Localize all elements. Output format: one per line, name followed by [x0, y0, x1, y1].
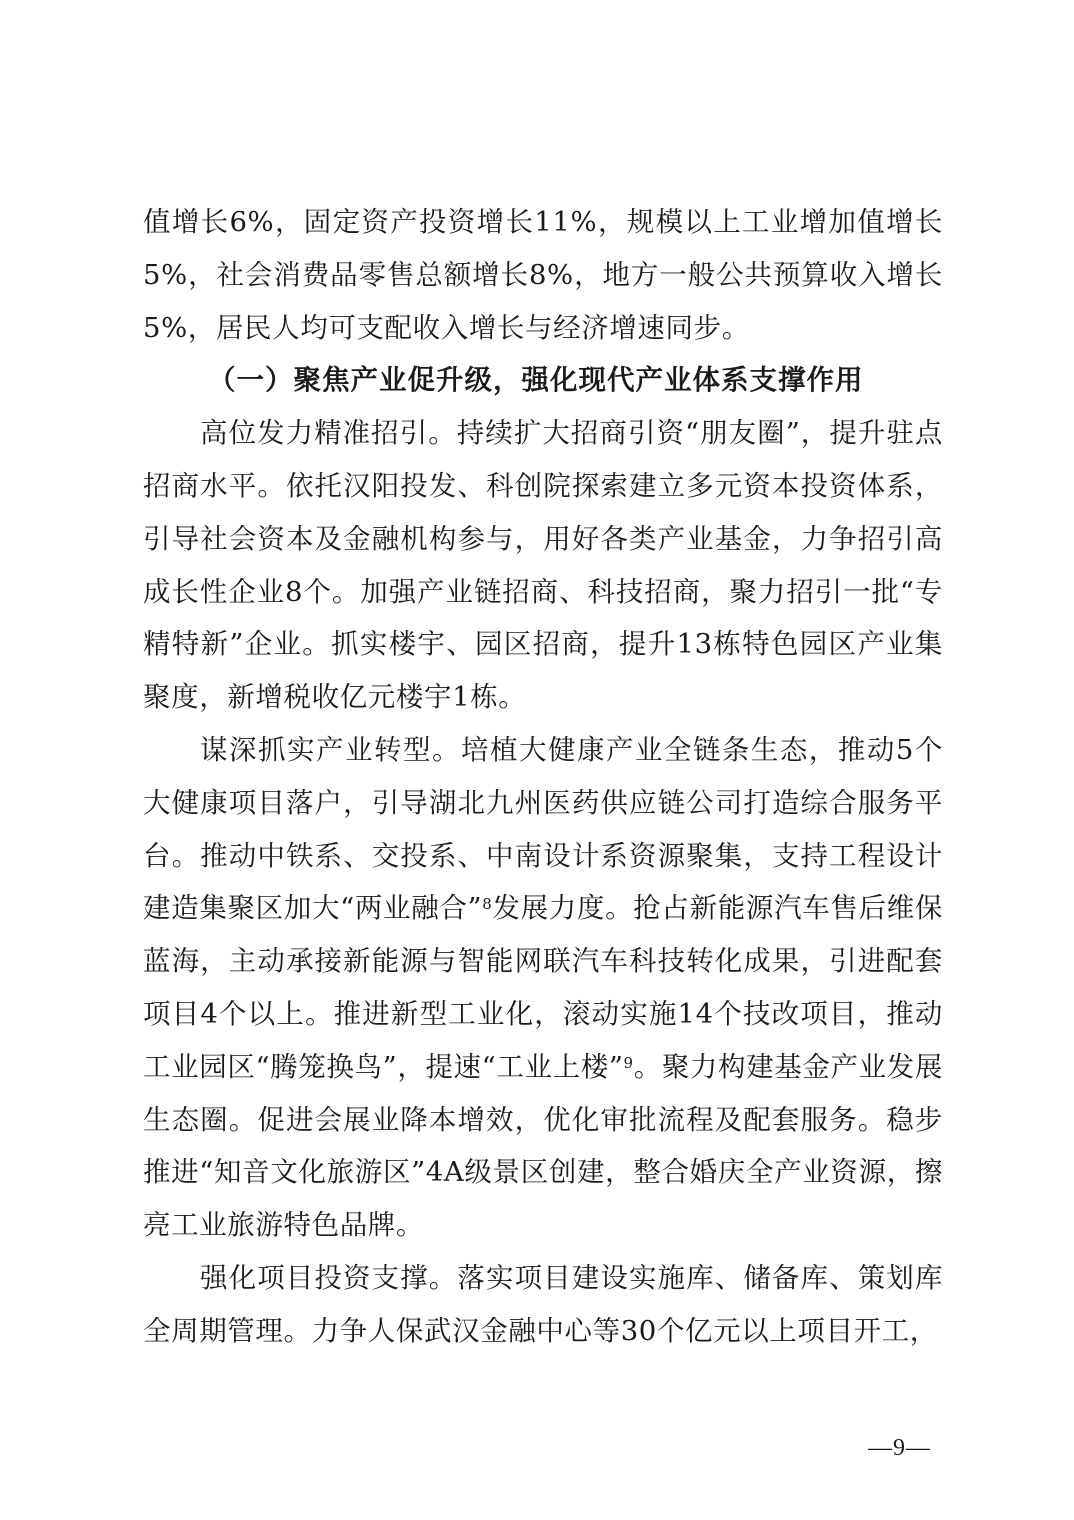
paragraph-project-investment — [143, 1252, 943, 1358]
paragraph-text: 持续扩大招商引资“朋友圈”，提升驻点招商水平。依托汉阳投发、科创院探索建立多元资本投资体系，引导社会资本及金融机构参与，用好各类产业基金，力争招引高成长性企业8个。加强产业链招商、科技招商，聚力招引一批“专精特新”企业。抓实楼宇、园区招商，提升13栋特色园区产业集聚度，新增税收亿元楼宇1栋。 — [143, 417, 944, 714]
page-number: —9— — [868, 1435, 931, 1461]
paragraph-text: 培植大健康产业全链条生态，推动5个大健康项目落户，引导湖北九州医药供应链公司打造综合服务平台。推动中铁系、交投系、中南设计系资源聚集，支持工程设计建造集聚区加大“两业融合” — [143, 733, 943, 925]
paragraph-text: 落实项目建设实施库、储备库、策划库全周期管理。力争人保武汉金融中心等30个亿元以上项目开工， — [143, 1261, 944, 1347]
footnote-marker: 8 — [482, 895, 493, 914]
paragraph-precise-investment — [143, 407, 943, 724]
footnote-marker: 9 — [623, 1053, 634, 1072]
paragraph-lead: 高位发力精准招引。 — [200, 417, 457, 450]
paragraph-lead: 谋深抓实产业转型。 — [200, 733, 461, 766]
paragraph-text: 发展力度。抢占新能源汽车售后维保蓝海，主动承接新能源与智能网联汽车科技转化成果，引进配套项目4个以上。推进新型工业化，滚动实施14个技改项目，推动工业园区“腾笼换鸟”，提速“工业上楼” — [143, 892, 943, 1083]
body-text — [143, 196, 943, 1358]
continuation-paragraph — [143, 196, 943, 354]
section-heading: （一）聚焦产业促升级，强化现代产业体系支撑作用 — [208, 364, 864, 397]
paragraph-lead: 强化项目投资支撑。 — [200, 1261, 458, 1294]
paragraph-industry-transformation — [143, 724, 943, 1252]
continuation-text: 值增长6%，固定资产投资增长11%，规模以上工业增加值增长5%，社会消费品零售总额增长8%，地方一般公共预算收入增长5%，居民人均可支配收入增长与经济增速同步。 — [143, 206, 943, 344]
paragraph-text: 。聚力构建基金产业发展生态圈。促进会展业降本增效，优化审批流程及配套服务。稳步推进“知音文化旅游区”4A级景区创建，整合婚庆全产业资源，擦亮工业旅游特色品牌。 — [143, 1050, 943, 1242]
